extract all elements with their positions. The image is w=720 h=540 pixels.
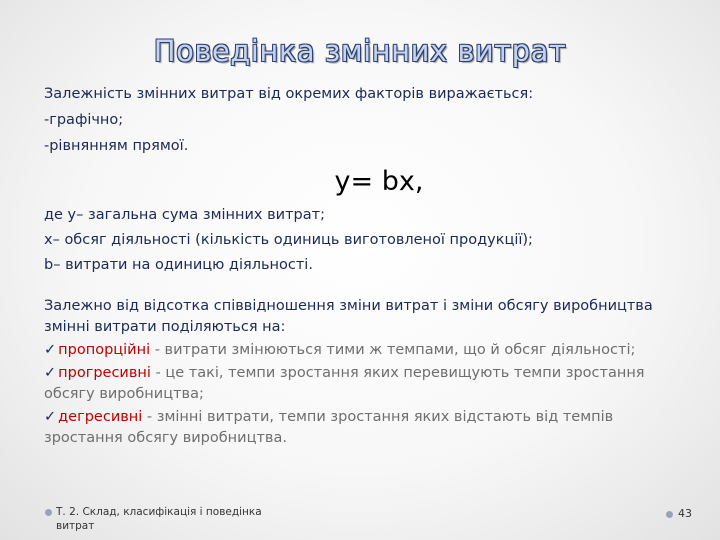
page-bullet-icon: [666, 511, 673, 518]
checkmark-icon: ✓: [44, 365, 57, 381]
definitions-list: [44, 205, 684, 276]
definition-x: х– обсяг діяльності (кількість одиниць виготовленої продукції);: [44, 232, 533, 248]
checkmark-icon: ✓: [44, 342, 57, 358]
term-progressive: прогресивні: [58, 365, 151, 381]
page-number: 43: [678, 507, 692, 520]
intro-line: Залежність змінних витрат від окремих факторів виражається:: [44, 86, 534, 102]
term-degressive: дегресивні: [58, 409, 143, 425]
formula: у= bх,: [334, 166, 424, 197]
equation-line: -рівнянням прямої.: [44, 138, 189, 154]
definition-y: де у– загальна сума змінних витрат;: [44, 207, 325, 223]
footer-text: Т. 2. Склад, класифікація і поведінка витрат: [56, 506, 262, 532]
slide-title: Поведінка змінних витрат: [153, 34, 567, 68]
list-item-proportional: [44, 340, 684, 361]
list-item-degressive: [44, 407, 684, 449]
definition-b: b– витрати на одиницю діяльності.: [44, 257, 313, 273]
desc-proportional: - витрати змінюються тими ж темпами, що й обсяг діяльності;: [150, 342, 636, 358]
checkmark-icon: ✓: [44, 409, 57, 425]
list-item-progressive: [44, 363, 684, 405]
term-proportional: пропорційні: [58, 342, 151, 358]
classification-intro: Залежно від відсотка співвідношення зміни витрат і зміни обсягу виробництва змінні витрати поділяються на:: [44, 298, 653, 335]
graph-line: -графічно;: [44, 112, 124, 128]
footer-bullet-icon: [45, 509, 52, 516]
slide-content: [44, 84, 684, 449]
desc-degressive: - змінні витрати, темпи зростання яких відстають від темпів зростання обсягу виробництва.: [44, 409, 614, 446]
desc-progressive: - це такі, темпи зростання яких перевищують темпи зростання обсягу виробництва;: [44, 365, 645, 402]
